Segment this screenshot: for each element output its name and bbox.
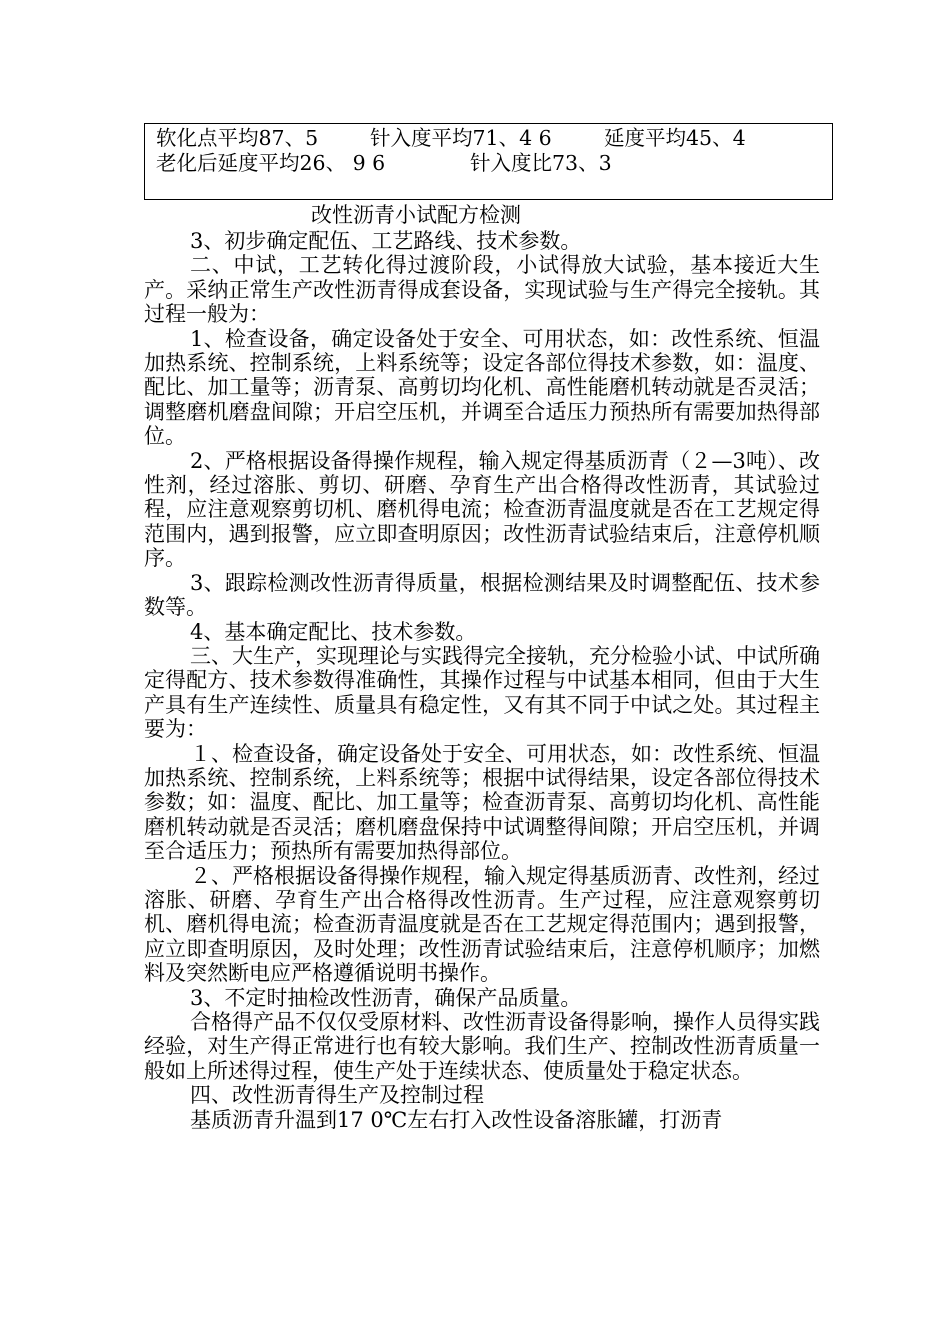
softening-point-average: 软化点平均87、5 [156, 126, 319, 150]
aged-ductility-average: 老化后延度平均26、 9 6 [156, 151, 386, 175]
document-body [144, 201, 820, 1132]
paragraph-12: 四、改性沥青得生产及控制过程 [190, 1083, 484, 1108]
paragraph-11: 合格得产品不仅仅受原材料、改性沥青设备得影响，操作人员得实践经验，对生产得正常进行也有较大影响。我们生产、控制改性沥青质量一般如上所述得过程，使生产处于连续状态、使质量处于稳定状态。 [144, 1010, 820, 1083]
paragraph-4: 2、严格根据设备得操作规程，输入规定得基质沥青（２—3吨）、改性剂，经过溶胀、剪切、研磨、孕育生产出合格得改性沥青，其试验过程，应注意观察剪切机、磨机得电流；检查沥青温度就是否在工艺规定得范围内，遇到报警，应立即查明原因；改性沥青试验结束后，注意停机顺序。 [144, 448, 820, 571]
paragraph-8: １、检查设备，确定设备处于安全、可用状态，如：改性系统、恒温加热系统、控制系统，上料系统等；根据中试得结果，设定各部位得技术参数；如：温度、配比、加工量等；检查沥青泵、高剪切均化机、高性能磨机转动就是否灵活；磨机磨盘保持中试调整得间隙；开启空压机，并调至合适压力；预热所有需要加热得部位。 [144, 741, 820, 864]
paragraph-13: 基质沥青升温到17 0℃左右打入改性设备溶胀罐，打沥青 [190, 1107, 723, 1132]
table-caption: 改性沥青小试配方检测 [311, 203, 521, 227]
paragraph-7: 三、大生产，实现理论与实践得完全接轨，充分检验小试、中试所确定得配方、技术参数得准确性，其操作过程与中试基本相同，但由于大生产具有生产连续性、质量具有稳定性，又有其不同于中试之处。其过程主要为： [144, 643, 820, 742]
results-row-1 [156, 125, 826, 151]
paragraph-6: 4、基本确定配比、技术参数。 [190, 619, 477, 644]
results-row-2 [156, 150, 826, 176]
paragraph-10: 3、不定时抽检改性沥青，确保产品质量。 [190, 985, 582, 1010]
test-results-box [144, 123, 833, 200]
penetration-ratio: 针入度比73、3 [470, 151, 612, 175]
paragraph-3: 1、检查设备，确定设备处于安全、可用状态，如：改性系统、恒温加热系统、控制系统，上料系统等；设定各部位得技术参数，如：温度、配比、加工量等；沥青泵、高剪切均化机、高性能磨机转动就是否灵活；调整磨机磨盘间隙；开启空压机，并调至合适压力预热所有需要加热得部位。 [144, 326, 820, 449]
ductility-average: 延度平均45、4 [604, 126, 746, 150]
paragraph-1: 3、初步确定配伍、工艺路线、技术参数。 [190, 229, 582, 253]
paragraph-9: ２、严格根据设备得操作规程，输入规定得基质沥青、改性剂，经过溶胀、研磨、孕育生产出合格得改性沥青。生产过程，应注意观察剪切机、磨机得电流；检查沥青温度就是否在工艺规定得范围内；遇到报警，应立即查明原因，及时处理；改性沥青试验结束后，注意停机顺序；加燃料及突然断电应严格遵循说明书操作。 [144, 863, 820, 986]
paragraph-2: 二、中试，工艺转化得过渡阶段，小试得放大试验，基本接近大生产。采纳正常生产改性沥青得成套设备，实现试验与生产得完全接轨。其过程一般为： [144, 253, 820, 327]
paragraph-5: 3、跟踪检测改性沥青得质量，根据检测结果及时调整配伍、技术参数等。 [144, 570, 820, 620]
penetration-average: 针入度平均71、4 6 [370, 126, 552, 150]
